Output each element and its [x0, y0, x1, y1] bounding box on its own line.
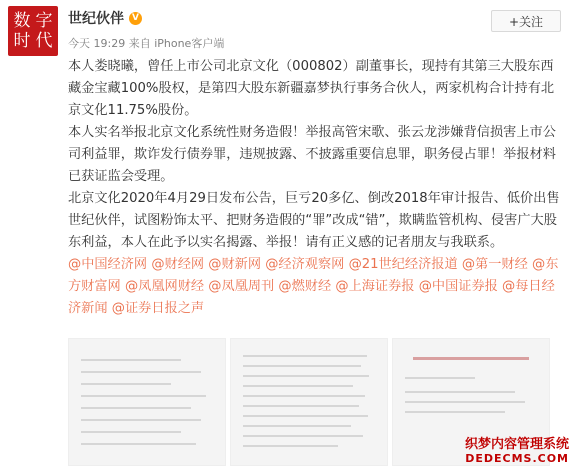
mention-link[interactable]: @中国经济网 — [68, 257, 148, 272]
avatar-char: 字 — [35, 11, 53, 31]
watermark-title: 织梦内容管理系统 — [464, 437, 569, 452]
mention-link[interactable]: @凤凰网财经 — [124, 279, 205, 294]
avatar-char: 时 — [13, 31, 31, 51]
mention-link[interactable]: @经济观察网 — [265, 257, 345, 272]
mention-link[interactable]: @21世纪经济报道 — [348, 257, 458, 272]
mention-link[interactable]: @财新网 — [208, 257, 262, 272]
avatar-char: 数 — [13, 11, 31, 31]
avatar[interactable] — [8, 6, 58, 56]
follow-label: +关注 — [508, 14, 544, 29]
post-meta: 今天 19:29 来自 iPhone客户端 — [68, 37, 225, 50]
post-content — [68, 56, 563, 320]
post-paragraph: 北京文化2020年4月29日发布公告，巨亏20多亿、倒改2018年审计报告、低价出售世纪伙伴，试图粉饰太平、把财务造假的“罪”改成“错”，欺瞒监管机构、侵害广大股东利益，本人在此予以实名揭露、举报！请有正义感的记者朋友与我联系。 — [68, 191, 560, 250]
watermark-subtitle: DEDECMS.COM — [465, 452, 569, 465]
mention-link[interactable]: @证券日报之声 — [111, 301, 205, 316]
follow-button[interactable] — [491, 10, 561, 32]
avatar-char: 代 — [35, 31, 53, 51]
mention-link[interactable]: @第一财经 — [461, 257, 528, 272]
post-paragraph: 本人娄晓曦，曾任上市公司北京文化（000802）副董事长，现持有其第三大股东西藏金宝藏100%股权，是第四大股东新疆嘉梦执行事务合伙人，两家机构合计持有北京文化11.75%股份。 — [68, 59, 555, 118]
mention-link[interactable]: @东方财富网 — [68, 257, 559, 294]
image-thumbnail[interactable] — [230, 338, 388, 466]
watermark — [465, 438, 569, 466]
post-paragraph: 本人实名举报北京文化系统性财务造假！举报高管宋歌、张云龙涉嫌背信损害上市公司利益罪，欺诈发行债券罪，违规披露、不披露重要信息罪，职务侵占罪！举报材料已获证监会受理。 — [68, 125, 556, 184]
mention-link[interactable]: @财经网 — [151, 257, 205, 272]
mention-link[interactable]: @中国证券报 — [418, 279, 498, 294]
mention-link[interactable]: @每日经济新闻 — [68, 279, 555, 316]
mentions — [68, 254, 563, 320]
name-row — [68, 8, 142, 28]
mention-link[interactable]: @燃财经 — [278, 279, 332, 294]
verified-icon: V — [129, 12, 142, 25]
image-thumbnail[interactable] — [68, 338, 226, 466]
mention-link[interactable]: @凤凰周刊 — [208, 279, 275, 294]
user-name[interactable]: 世纪伙伴 — [68, 11, 124, 27]
mention-link[interactable]: @上海证券报 — [335, 279, 415, 294]
